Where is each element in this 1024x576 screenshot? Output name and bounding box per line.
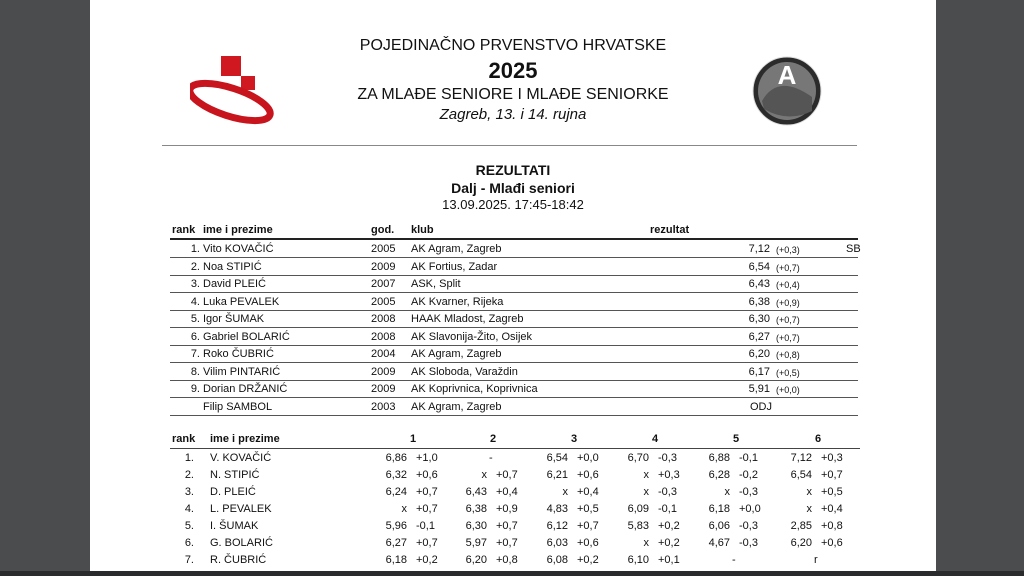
athlete-name: Gabriel BOLARIĆ — [203, 330, 290, 343]
col-name: ime i prezime — [203, 224, 273, 236]
attempt-result: x — [643, 486, 649, 498]
result: 6,20 — [748, 348, 770, 360]
wind: (+0,4) — [776, 280, 800, 290]
club: AK Kvarner, Rijeka — [411, 295, 504, 308]
attempt-result: 6,18 — [385, 554, 407, 566]
athlete-name: Luka PEVALEK — [203, 295, 280, 308]
athlete-name: I. ŠUMAK — [210, 520, 259, 532]
attempt-result: 6,30 — [465, 520, 487, 532]
table-row — [170, 329, 858, 346]
attempt-result: 6,21 — [546, 469, 568, 481]
attempt-wind: -0,1 — [658, 503, 677, 515]
attempt-wind: -0,3 — [739, 520, 758, 532]
table-row — [170, 276, 858, 293]
table-row — [170, 259, 858, 276]
col-attempt-3: 3 — [570, 433, 578, 445]
club: AK Agram, Zagreb — [411, 243, 502, 255]
results-title: REZULTATI — [475, 162, 551, 178]
club: AK Slavonija-Žito, Osijek — [411, 330, 533, 343]
event-datetime: 13.09.2025. 17:45-18:42 — [442, 197, 584, 212]
rank: 4. — [190, 295, 200, 308]
club: HAAK Mladost, Zagreb — [411, 313, 524, 325]
attempt-result: 6,28 — [708, 469, 730, 481]
header-divider — [162, 145, 857, 146]
birth-year: 2008 — [371, 330, 396, 343]
athlete-name: L. PEVALEK — [210, 503, 272, 515]
wind: (+0,7) — [776, 315, 800, 325]
club: AK Agram, Zagreb — [411, 400, 502, 413]
col-attempt-6: 6 — [814, 433, 822, 445]
championship-year: 2025 — [488, 58, 538, 83]
attempt-wind: +0,5 — [577, 503, 599, 515]
attempt-result: 4,67 — [708, 537, 730, 549]
attempt-wind: +0,7 — [577, 520, 599, 532]
athlete-name: Filip SAMBOL — [203, 400, 273, 413]
attempt-result: 2,85 — [790, 520, 812, 532]
attempt-wind: +0,7 — [496, 469, 518, 481]
attempt-wind: +0,0 — [739, 503, 761, 515]
club: AK Fortius, Zadar — [411, 260, 498, 273]
athlete-name: R. ČUBRIĆ — [210, 554, 267, 566]
athlete-name: Dorian DRŽANIĆ — [203, 383, 288, 395]
rank: 8. — [190, 365, 200, 378]
attempt-wind: +0,7 — [821, 469, 843, 481]
result: 6,54 — [748, 260, 770, 273]
col-attempt-4: 4 — [651, 433, 659, 445]
rank: 5. — [184, 520, 194, 532]
championship-title: POJEDINAČNO PRVENSTVO HRVATSKE — [359, 37, 667, 54]
attempt-wind: -0,2 — [739, 469, 758, 481]
attempt-result: - — [489, 452, 493, 464]
table-row — [170, 399, 858, 416]
col-year: god. — [371, 224, 395, 236]
table-row — [170, 381, 858, 398]
result: 6,43 — [748, 278, 770, 290]
attempt-result: 6,86 — [385, 452, 407, 464]
rank: 7. — [184, 554, 194, 566]
col-club: klub — [411, 224, 434, 236]
event-discipline: Dalj - Mlađi seniori — [451, 180, 575, 196]
attempt-result: 6,10 — [627, 554, 649, 566]
championship-category: ZA MLAĐE SENIORE I MLAĐE SENIORKE — [357, 86, 669, 103]
attempt-wind: +0,2 — [658, 520, 680, 532]
rank: 7. — [190, 348, 200, 360]
attempt-result: x — [481, 469, 487, 481]
attempt-wind: +0,6 — [821, 537, 843, 549]
attempt-result: 6,06 — [708, 520, 730, 532]
athlete-name: Vilim PINTARIĆ — [203, 365, 281, 378]
result: 6,17 — [748, 365, 770, 378]
attempt-wind: +0,3 — [658, 469, 680, 481]
table-row — [170, 364, 858, 381]
attempt-wind: +0,8 — [821, 520, 843, 532]
attempt-wind: +0,8 — [496, 554, 518, 566]
col-attempt-5: 5 — [732, 433, 740, 445]
attempt-wind: +0,3 — [821, 452, 843, 464]
wind: (+0,3) — [776, 245, 800, 255]
attempt-wind: +0,0 — [577, 452, 599, 464]
rank: 3. — [190, 278, 200, 290]
attempt-wind: +0,6 — [577, 469, 599, 481]
attempt-result: x — [643, 469, 649, 481]
attempt-result: 6,24 — [385, 486, 407, 498]
attempt-result: 6,08 — [546, 554, 568, 566]
col-result: rezultat — [650, 224, 690, 236]
attempt-result: 7,12 — [790, 452, 812, 464]
club: ASK, Split — [411, 278, 461, 290]
attempt-wind: +0,7 — [496, 537, 518, 549]
wind: (+0,7) — [776, 332, 800, 343]
attempt-result: x — [401, 503, 407, 515]
attempt-result: 6,27 — [385, 537, 407, 549]
rank: 9. — [190, 383, 200, 395]
athlete-name: Vito KOVAČIĆ — [203, 243, 274, 255]
rank: 1. — [184, 452, 194, 464]
note: SB — [846, 243, 861, 255]
attempt-wind: +0,7 — [496, 520, 518, 532]
table-row — [170, 241, 861, 258]
birth-year: 2004 — [371, 348, 396, 360]
attempt-result: 6,03 — [546, 537, 568, 549]
attempt-wind: +0,6 — [416, 469, 438, 481]
athlete-name: V. KOVAČIĆ — [210, 452, 272, 464]
attempt-result: 5,83 — [627, 520, 649, 532]
attempt-wind: +0,7 — [416, 537, 438, 549]
birth-year: 2009 — [371, 383, 396, 395]
attempt-result: 4,83 — [546, 503, 568, 515]
attempt-result: x — [806, 486, 812, 498]
rank: 2. — [190, 260, 200, 273]
attempt-wind: +0,7 — [416, 503, 438, 515]
col-attempt-2: 2 — [489, 433, 497, 445]
rank: 2. — [184, 469, 194, 481]
attempt-wind: +0,4 — [577, 486, 599, 498]
table-row — [170, 294, 858, 311]
attempt-result: 6,54 — [790, 469, 812, 481]
result: ODJ — [750, 400, 772, 413]
result: 7,12 — [748, 243, 770, 255]
birth-year: 2009 — [371, 365, 396, 378]
pdf-page — [90, 0, 936, 571]
athlete-name: D. PLEIĆ — [210, 486, 256, 498]
athlete-name: Roko ČUBRIĆ — [203, 348, 274, 360]
attempt-wind: -0,3 — [739, 486, 758, 498]
athlete-name: N. STIPIĆ — [210, 469, 260, 481]
birth-year: 2008 — [371, 313, 396, 325]
result: 6,30 — [748, 313, 770, 325]
attempt-wind: +1,0 — [416, 452, 438, 464]
attempt-result: x — [806, 503, 812, 515]
attempt-result: 6,32 — [385, 469, 407, 481]
club: AK Koprivnica, Koprivnica — [411, 383, 538, 395]
attempt-wind: -0,3 — [658, 452, 677, 464]
birth-year: 2005 — [371, 243, 396, 255]
wind: (+0,9) — [776, 297, 800, 308]
attempt-wind: -0,3 — [658, 486, 677, 498]
rank: 1. — [190, 243, 200, 255]
attempt-result: 5,96 — [385, 520, 407, 532]
attempt-wind: -0,1 — [739, 452, 758, 464]
wind: (+0,0) — [776, 385, 800, 395]
attempt-wind: +0,4 — [496, 486, 518, 498]
athlete-name: G. BOLARIĆ — [210, 537, 273, 549]
attempt-result: x — [724, 486, 730, 498]
attempt-result: 6,88 — [708, 452, 730, 464]
svg-text:A: A — [777, 60, 797, 90]
attempt-wind: +0,7 — [416, 486, 438, 498]
athlete-name: Igor ŠUMAK — [203, 313, 265, 325]
viewer-bottom-bar — [0, 571, 1024, 576]
attempt-result: x — [643, 537, 649, 549]
attempt-result: r — [814, 554, 818, 566]
attempt-result: 6,20 — [465, 554, 487, 566]
attempt-result: 6,12 — [546, 520, 568, 532]
attempt-result: 6,09 — [627, 503, 649, 515]
attempt-wind: +0,2 — [658, 537, 680, 549]
birth-year: 2007 — [371, 278, 396, 290]
attempt-wind: +0,4 — [821, 503, 843, 515]
attempt-result: - — [732, 554, 736, 566]
col-rank: rank — [172, 433, 196, 445]
club: AK Sloboda, Varaždin — [411, 365, 518, 378]
attempt-wind: +0,5 — [821, 486, 843, 498]
wind: (+0,8) — [776, 350, 800, 360]
attempt-wind: +0,9 — [496, 503, 518, 515]
attempt-result: 5,97 — [465, 537, 487, 549]
attempt-wind: +0,2 — [577, 554, 599, 566]
wind: (+0,5) — [776, 367, 800, 378]
attempt-result: 6,38 — [465, 503, 487, 515]
attempt-result: 6,18 — [708, 503, 730, 515]
result: 6,38 — [748, 295, 770, 308]
rank: 4. — [184, 503, 194, 515]
table-row — [170, 346, 858, 363]
col-attempt-1: 1 — [409, 433, 417, 445]
birth-year: 2005 — [371, 295, 396, 308]
athlete-name: Noa STIPIĆ — [203, 260, 262, 273]
attempt-result: 6,43 — [465, 486, 487, 498]
attempt-wind: +0,1 — [658, 554, 680, 566]
championship-place-date: Zagreb, 13. i 14. rujna — [439, 106, 587, 123]
col-rank: rank — [172, 224, 196, 236]
table-row — [170, 311, 858, 328]
attempt-result: x — [562, 486, 568, 498]
club: AK Agram, Zagreb — [411, 348, 502, 360]
col-name: ime i prezime — [210, 433, 280, 445]
athlete-name: David PLEIĆ — [203, 278, 266, 290]
birth-year: 2009 — [371, 260, 396, 273]
rank: 5. — [190, 313, 200, 325]
attempt-wind: -0,1 — [416, 520, 435, 532]
attempt-result: 6,20 — [790, 537, 812, 549]
birth-year: 2003 — [371, 400, 396, 413]
attempt-wind: +0,2 — [416, 554, 438, 566]
attempt-wind: -0,3 — [739, 537, 758, 549]
result: 6,27 — [748, 330, 770, 343]
rank: 6. — [184, 537, 194, 549]
wind: (+0,7) — [776, 262, 800, 273]
attempt-result: 6,54 — [546, 452, 568, 464]
attempt-wind: +0,6 — [577, 537, 599, 549]
attempt-result: 6,70 — [627, 452, 649, 464]
rank: 3. — [184, 486, 194, 498]
result: 5,91 — [748, 383, 770, 395]
rank: 6. — [190, 330, 200, 343]
